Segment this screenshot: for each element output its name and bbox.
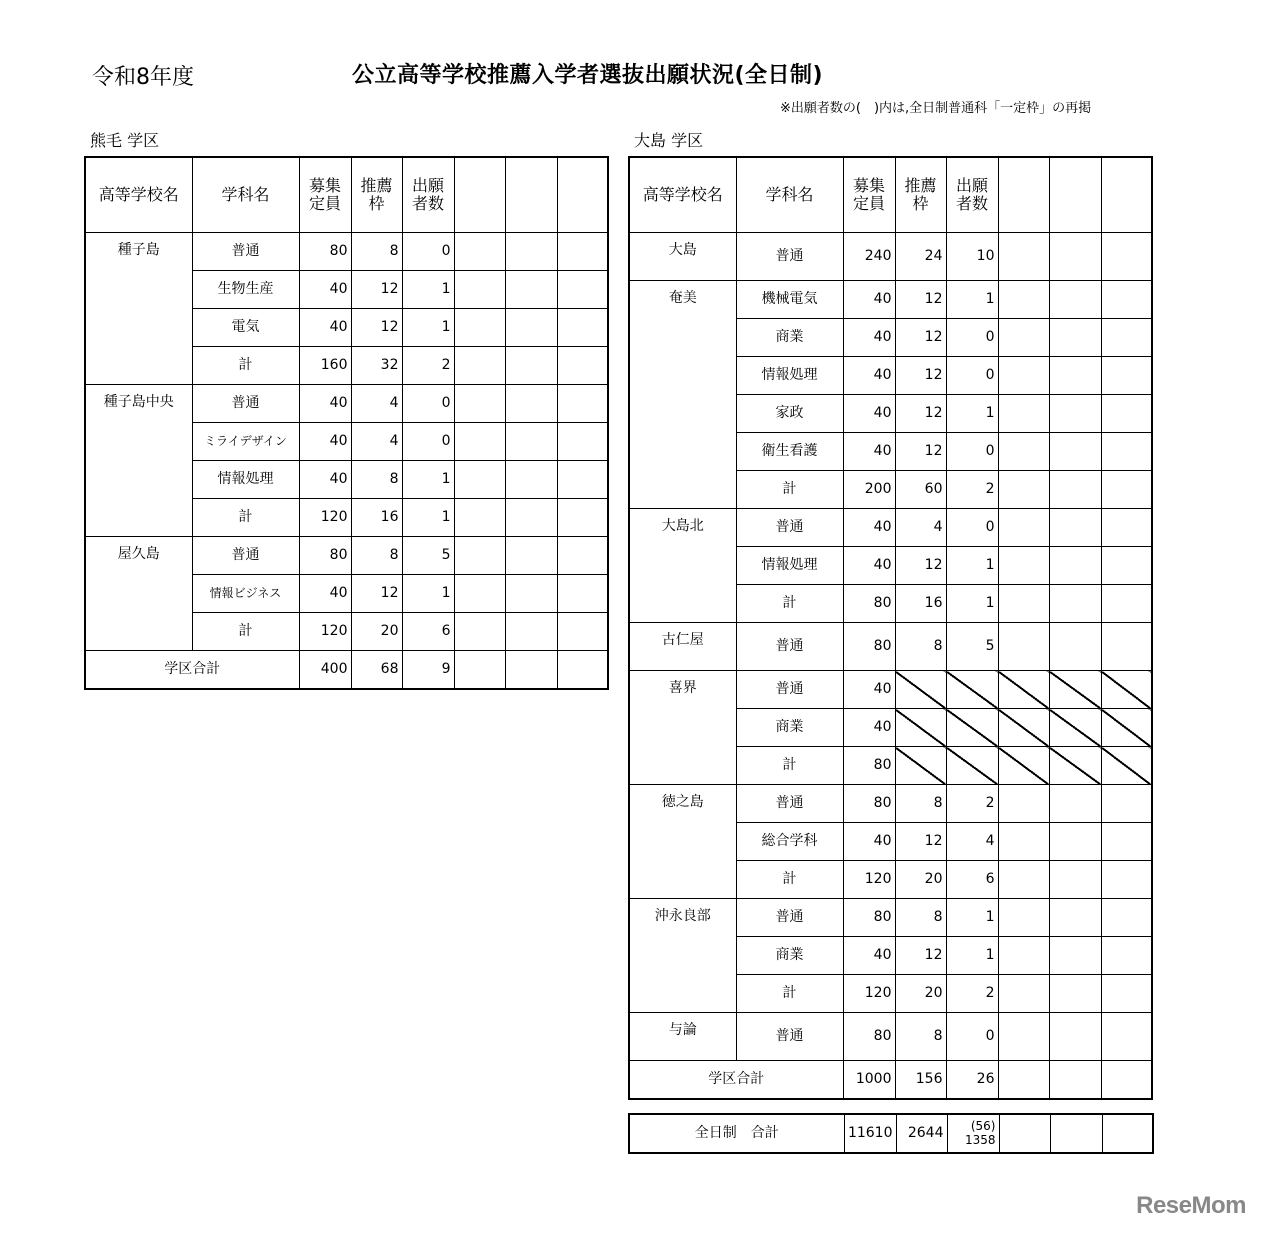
blank-cell bbox=[557, 347, 608, 385]
blank-cell bbox=[557, 651, 608, 690]
school-name: 与論 bbox=[629, 1013, 736, 1061]
blank-cell bbox=[998, 233, 1049, 281]
applicants-cell: 6 bbox=[402, 613, 454, 651]
dept-name: 計 bbox=[736, 585, 843, 623]
capacity-cell: 240 bbox=[843, 233, 895, 281]
school-name: 徳之島 bbox=[629, 785, 736, 899]
blank-cell bbox=[998, 509, 1049, 547]
blank-cell bbox=[1049, 975, 1101, 1013]
blank-cell bbox=[557, 575, 608, 613]
district-total-quota: 156 bbox=[895, 1061, 946, 1100]
blank-cell bbox=[998, 975, 1049, 1013]
dept-name: 計 bbox=[192, 499, 299, 537]
dept-name: 計 bbox=[192, 613, 299, 651]
dept-name: 普通 bbox=[192, 385, 299, 423]
capacity-cell: 40 bbox=[843, 709, 895, 747]
applicants-cell: 0 bbox=[946, 1013, 998, 1061]
table-row bbox=[629, 671, 1152, 709]
blank-cell bbox=[1049, 1013, 1101, 1061]
dept-name: 商業 bbox=[736, 937, 843, 975]
blank-cell bbox=[505, 575, 557, 613]
dept-name: 計 bbox=[736, 975, 843, 1013]
slashed-cell bbox=[998, 747, 1049, 785]
blank-cell bbox=[505, 347, 557, 385]
dept-name: 普通 bbox=[192, 233, 299, 271]
blank-cell bbox=[1101, 509, 1152, 547]
quota-cell: 24 bbox=[895, 233, 946, 281]
quota-cell: 16 bbox=[351, 499, 402, 537]
slashed-cell bbox=[1049, 671, 1101, 709]
blank-cell bbox=[505, 233, 557, 271]
applicants-cell: 0 bbox=[946, 319, 998, 357]
dept-name: 普通 bbox=[736, 233, 843, 281]
table-row bbox=[629, 233, 1152, 281]
applicants-cell: 1 bbox=[402, 461, 454, 499]
blank-cell bbox=[1049, 319, 1101, 357]
grand-total-applicants-value: 1358 bbox=[964, 1132, 996, 1147]
slashed-cell bbox=[946, 709, 998, 747]
footnote: ※出願者数の( )内は,全日制普通科「一定枠」の再掲 bbox=[780, 101, 1092, 116]
blank-cell bbox=[1101, 547, 1152, 585]
quota-cell: 12 bbox=[895, 823, 946, 861]
blank-cell bbox=[1101, 233, 1152, 281]
dept-name: 普通 bbox=[736, 671, 843, 709]
applicants-cell: 1 bbox=[946, 395, 998, 433]
district-title-kumage: 熊毛 学区 bbox=[90, 131, 160, 150]
district-title-oshima: 大島 学区 bbox=[634, 131, 704, 150]
quota-cell: 4 bbox=[351, 423, 402, 461]
quota-cell: 8 bbox=[351, 537, 402, 575]
capacity-cell: 160 bbox=[299, 347, 351, 385]
quota-cell: 12 bbox=[895, 395, 946, 433]
blank-cell bbox=[505, 613, 557, 651]
blank-cell bbox=[1049, 823, 1101, 861]
capacity-cell: 40 bbox=[299, 423, 351, 461]
header-quota: 推薦 枠 bbox=[895, 157, 946, 233]
capacity-cell: 80 bbox=[843, 747, 895, 785]
blank-cell bbox=[454, 537, 505, 575]
blank-cell bbox=[998, 785, 1049, 823]
blank-cell bbox=[998, 281, 1049, 319]
capacity-cell: 40 bbox=[843, 319, 895, 357]
dept-name: 計 bbox=[736, 471, 843, 509]
blank-cell bbox=[557, 385, 608, 423]
blank-cell bbox=[505, 499, 557, 537]
applicants-cell: 1 bbox=[946, 547, 998, 585]
quota-cell: 12 bbox=[351, 575, 402, 613]
blank-cell bbox=[454, 651, 505, 690]
dept-name: 計 bbox=[736, 747, 843, 785]
dept-name: 計 bbox=[736, 861, 843, 899]
school-name: 大島北 bbox=[629, 509, 736, 623]
header-blank bbox=[1049, 157, 1101, 233]
table-row bbox=[629, 1013, 1152, 1061]
quota-cell: 8 bbox=[351, 233, 402, 271]
slashed-cell bbox=[998, 671, 1049, 709]
header-capacity: 募集 定員 bbox=[299, 157, 351, 233]
blank-cell bbox=[998, 357, 1049, 395]
slashed-cell bbox=[895, 671, 946, 709]
quota-cell: 12 bbox=[895, 937, 946, 975]
blank-cell bbox=[1049, 623, 1101, 671]
blank-cell bbox=[1049, 471, 1101, 509]
blank-cell bbox=[1101, 395, 1152, 433]
dept-name: 情報処理 bbox=[192, 461, 299, 499]
blank-cell bbox=[454, 309, 505, 347]
blank-cell bbox=[1101, 899, 1152, 937]
school-name: 喜界 bbox=[629, 671, 736, 785]
blank-cell bbox=[505, 537, 557, 575]
blank-cell bbox=[998, 433, 1049, 471]
header-dept: 学科名 bbox=[192, 157, 299, 233]
dept-name: 家政 bbox=[736, 395, 843, 433]
blank-cell bbox=[505, 309, 557, 347]
dept-name: 普通 bbox=[736, 785, 843, 823]
header-school: 高等学校名 bbox=[629, 157, 736, 233]
quota-cell: 12 bbox=[351, 271, 402, 309]
quota-cell: 12 bbox=[895, 547, 946, 585]
capacity-cell: 80 bbox=[843, 623, 895, 671]
header-row bbox=[85, 157, 608, 233]
capacity-cell: 40 bbox=[843, 547, 895, 585]
slashed-cell bbox=[1049, 747, 1101, 785]
quota-cell: 20 bbox=[895, 975, 946, 1013]
header-blank bbox=[557, 157, 608, 233]
blank-cell bbox=[1101, 433, 1152, 471]
header-blank bbox=[1101, 157, 1152, 233]
blank-cell bbox=[1101, 861, 1152, 899]
capacity-cell: 40 bbox=[299, 309, 351, 347]
header-row bbox=[629, 157, 1152, 233]
blank-cell bbox=[557, 271, 608, 309]
quota-cell: 12 bbox=[895, 357, 946, 395]
blank-cell bbox=[998, 395, 1049, 433]
header-blank bbox=[505, 157, 557, 233]
capacity-cell: 80 bbox=[299, 537, 351, 575]
capacity-cell: 120 bbox=[843, 975, 895, 1013]
blank-cell bbox=[557, 537, 608, 575]
blank-cell bbox=[1101, 281, 1152, 319]
blank-cell bbox=[1101, 357, 1152, 395]
blank-cell bbox=[998, 319, 1049, 357]
grand-total-label: 全日制 合計 bbox=[629, 1114, 844, 1153]
grand-total-capacity: 11610 bbox=[844, 1114, 896, 1153]
blank-cell bbox=[998, 585, 1049, 623]
capacity-cell: 40 bbox=[843, 509, 895, 547]
grand-total-row bbox=[629, 1114, 1153, 1153]
blank-cell bbox=[1049, 281, 1101, 319]
dept-name: 総合学科 bbox=[736, 823, 843, 861]
blank-cell bbox=[454, 575, 505, 613]
quota-cell: 12 bbox=[895, 319, 946, 357]
blank-cell bbox=[454, 233, 505, 271]
blank-cell bbox=[998, 861, 1049, 899]
header-dept: 学科名 bbox=[736, 157, 843, 233]
header-school: 高等学校名 bbox=[85, 157, 192, 233]
capacity-cell: 40 bbox=[843, 281, 895, 319]
blank-cell bbox=[1049, 395, 1101, 433]
quota-cell: 8 bbox=[351, 461, 402, 499]
capacity-cell: 40 bbox=[843, 823, 895, 861]
dept-name: 情報ビジネス bbox=[192, 575, 299, 613]
capacity-cell: 40 bbox=[299, 461, 351, 499]
quota-cell: 8 bbox=[895, 899, 946, 937]
district1-table bbox=[84, 156, 609, 690]
dept-name: 普通 bbox=[736, 1013, 843, 1061]
dept-name: 普通 bbox=[736, 623, 843, 671]
blank-cell bbox=[557, 613, 608, 651]
grand-total-table bbox=[628, 1113, 1154, 1154]
header-applicants: 出願 者数 bbox=[402, 157, 454, 233]
blank-cell bbox=[454, 461, 505, 499]
applicants-cell: 1 bbox=[946, 899, 998, 937]
blank-cell bbox=[1049, 357, 1101, 395]
district-total-label: 学区合計 bbox=[629, 1061, 843, 1100]
slashed-cell bbox=[1101, 709, 1152, 747]
header-capacity: 募集 定員 bbox=[843, 157, 895, 233]
district2-table bbox=[628, 156, 1153, 1100]
blank-cell bbox=[505, 271, 557, 309]
blank-cell bbox=[557, 423, 608, 461]
quota-cell: 20 bbox=[351, 613, 402, 651]
capacity-cell: 40 bbox=[299, 575, 351, 613]
dept-name: 衛生看護 bbox=[736, 433, 843, 471]
blank-cell bbox=[1101, 823, 1152, 861]
capacity-cell: 40 bbox=[843, 395, 895, 433]
blank-cell bbox=[1049, 1061, 1101, 1100]
blank-cell bbox=[998, 937, 1049, 975]
blank-cell bbox=[1049, 585, 1101, 623]
district-total-row bbox=[85, 651, 608, 690]
slashed-cell bbox=[1049, 709, 1101, 747]
school-name: 大島 bbox=[629, 233, 736, 281]
applicants-cell: 10 bbox=[946, 233, 998, 281]
quota-cell: 60 bbox=[895, 471, 946, 509]
capacity-cell: 40 bbox=[843, 433, 895, 471]
blank-cell bbox=[998, 1013, 1049, 1061]
applicants-cell: 5 bbox=[946, 623, 998, 671]
blank-cell bbox=[505, 423, 557, 461]
header-applicants: 出願 者数 bbox=[946, 157, 998, 233]
slashed-cell bbox=[946, 671, 998, 709]
school-name: 種子島中央 bbox=[85, 385, 192, 537]
blank-cell bbox=[1049, 861, 1101, 899]
blank-cell bbox=[454, 423, 505, 461]
quota-cell: 8 bbox=[895, 1013, 946, 1061]
district-total-capacity: 400 bbox=[299, 651, 351, 690]
applicants-cell: 0 bbox=[946, 433, 998, 471]
year-label: 令和8年度 bbox=[92, 65, 194, 90]
table-row bbox=[629, 281, 1152, 319]
quota-cell: 32 bbox=[351, 347, 402, 385]
applicants-cell: 2 bbox=[946, 975, 998, 1013]
school-name: 種子島 bbox=[85, 233, 192, 385]
capacity-cell: 40 bbox=[299, 271, 351, 309]
dept-name: 商業 bbox=[736, 709, 843, 747]
applicants-cell: 0 bbox=[946, 357, 998, 395]
applicants-cell: 2 bbox=[946, 785, 998, 823]
blank-cell bbox=[1101, 975, 1152, 1013]
slashed-cell bbox=[895, 709, 946, 747]
blank-cell bbox=[505, 385, 557, 423]
applicants-cell: 0 bbox=[946, 509, 998, 547]
applicants-cell: 1 bbox=[946, 585, 998, 623]
blank-cell bbox=[1049, 509, 1101, 547]
capacity-cell: 40 bbox=[843, 937, 895, 975]
applicants-cell: 6 bbox=[946, 861, 998, 899]
blank-cell bbox=[998, 547, 1049, 585]
blank-cell bbox=[557, 233, 608, 271]
blank-cell bbox=[998, 623, 1049, 671]
school-name: 屋久島 bbox=[85, 537, 192, 651]
blank-cell bbox=[505, 651, 557, 690]
blank-cell bbox=[1101, 785, 1152, 823]
slashed-cell bbox=[1101, 747, 1152, 785]
blank-cell bbox=[1049, 937, 1101, 975]
header-blank bbox=[998, 157, 1049, 233]
capacity-cell: 80 bbox=[843, 785, 895, 823]
district-total-row bbox=[629, 1061, 1152, 1100]
applicants-cell: 4 bbox=[946, 823, 998, 861]
blank-cell bbox=[1101, 471, 1152, 509]
capacity-cell: 80 bbox=[299, 233, 351, 271]
table-row bbox=[629, 899, 1152, 937]
dept-name: ミライデザイン bbox=[192, 423, 299, 461]
grand-total-applicants bbox=[947, 1114, 999, 1153]
dept-name: 商業 bbox=[736, 319, 843, 357]
blank-cell bbox=[1101, 319, 1152, 357]
blank-cell bbox=[557, 309, 608, 347]
blank-cell bbox=[1049, 785, 1101, 823]
district-total-capacity: 1000 bbox=[843, 1061, 895, 1100]
applicants-cell: 1 bbox=[946, 937, 998, 975]
slashed-cell bbox=[895, 747, 946, 785]
capacity-cell: 40 bbox=[299, 385, 351, 423]
capacity-cell: 40 bbox=[843, 357, 895, 395]
capacity-cell: 200 bbox=[843, 471, 895, 509]
blank-cell bbox=[998, 899, 1049, 937]
capacity-cell: 80 bbox=[843, 1013, 895, 1061]
district-total-label: 学区合計 bbox=[85, 651, 299, 690]
blank-cell bbox=[1101, 937, 1152, 975]
grand-total-quota: 2644 bbox=[896, 1114, 947, 1153]
quota-cell: 8 bbox=[895, 785, 946, 823]
applicants-cell: 0 bbox=[402, 233, 454, 271]
dept-name: 生物生産 bbox=[192, 271, 299, 309]
capacity-cell: 80 bbox=[843, 899, 895, 937]
blank-cell bbox=[998, 1061, 1049, 1100]
table-row bbox=[629, 785, 1152, 823]
quota-cell: 4 bbox=[351, 385, 402, 423]
dept-name: 電気 bbox=[192, 309, 299, 347]
quota-cell: 8 bbox=[895, 623, 946, 671]
quota-cell: 20 bbox=[895, 861, 946, 899]
blank-cell bbox=[1049, 547, 1101, 585]
blank-cell bbox=[454, 271, 505, 309]
capacity-cell: 120 bbox=[299, 499, 351, 537]
district-total-applicants: 26 bbox=[946, 1061, 998, 1100]
dept-name: 計 bbox=[192, 347, 299, 385]
dept-name: 情報処理 bbox=[736, 357, 843, 395]
dept-name: 機械電気 bbox=[736, 281, 843, 319]
table-row bbox=[85, 537, 608, 575]
dept-name: 普通 bbox=[736, 899, 843, 937]
blank-cell bbox=[1101, 623, 1152, 671]
table-row bbox=[85, 385, 608, 423]
school-name: 奄美 bbox=[629, 281, 736, 509]
blank-cell bbox=[998, 823, 1049, 861]
blank-cell bbox=[454, 385, 505, 423]
grand-total-quota-applicants: (56) bbox=[970, 1118, 996, 1133]
dept-name: 普通 bbox=[736, 509, 843, 547]
quota-cell: 12 bbox=[895, 281, 946, 319]
blank-cell bbox=[454, 613, 505, 651]
capacity-cell: 120 bbox=[299, 613, 351, 651]
table-row bbox=[85, 233, 608, 271]
header-quota: 推薦 枠 bbox=[351, 157, 402, 233]
applicants-cell: 1 bbox=[402, 575, 454, 613]
applicants-cell: 1 bbox=[946, 281, 998, 319]
blank-cell bbox=[998, 471, 1049, 509]
blank-cell bbox=[1101, 585, 1152, 623]
blank-cell bbox=[1101, 1061, 1152, 1100]
capacity-cell: 40 bbox=[843, 671, 895, 709]
page-title: 公立高等学校推薦入学者選抜出願状況(全日制) bbox=[352, 63, 824, 88]
applicants-cell: 1 bbox=[402, 499, 454, 537]
dept-name: 情報処理 bbox=[736, 547, 843, 585]
table-row bbox=[629, 509, 1152, 547]
capacity-cell: 80 bbox=[843, 585, 895, 623]
quota-cell: 16 bbox=[895, 585, 946, 623]
applicants-cell: 1 bbox=[402, 309, 454, 347]
slashed-cell bbox=[998, 709, 1049, 747]
quota-cell: 4 bbox=[895, 509, 946, 547]
blank-cell bbox=[454, 347, 505, 385]
applicants-cell: 0 bbox=[402, 423, 454, 461]
district-total-quota: 68 bbox=[351, 651, 402, 690]
school-name: 古仁屋 bbox=[629, 623, 736, 671]
school-name: 沖永良部 bbox=[629, 899, 736, 1013]
capacity-cell: 120 bbox=[843, 861, 895, 899]
blank-cell bbox=[454, 499, 505, 537]
table-row bbox=[629, 623, 1152, 671]
blank-cell bbox=[1101, 1013, 1152, 1061]
blank-cell bbox=[557, 499, 608, 537]
district-total-applicants: 9 bbox=[402, 651, 454, 690]
header-blank bbox=[454, 157, 505, 233]
blank-cell bbox=[1049, 899, 1101, 937]
quota-cell: 12 bbox=[351, 309, 402, 347]
resemom-logo: ReseMom bbox=[1136, 1192, 1246, 1219]
applicants-cell: 5 bbox=[402, 537, 454, 575]
blank-cell bbox=[1049, 233, 1101, 281]
blank-cell bbox=[1049, 433, 1101, 471]
quota-cell: 12 bbox=[895, 433, 946, 471]
dept-name: 普通 bbox=[192, 537, 299, 575]
blank-cell bbox=[505, 461, 557, 499]
applicants-cell: 2 bbox=[946, 471, 998, 509]
slashed-cell bbox=[946, 747, 998, 785]
applicants-cell: 0 bbox=[402, 385, 454, 423]
applicants-cell: 2 bbox=[402, 347, 454, 385]
blank-cell bbox=[557, 461, 608, 499]
applicants-cell: 1 bbox=[402, 271, 454, 309]
slashed-cell bbox=[1101, 671, 1152, 709]
